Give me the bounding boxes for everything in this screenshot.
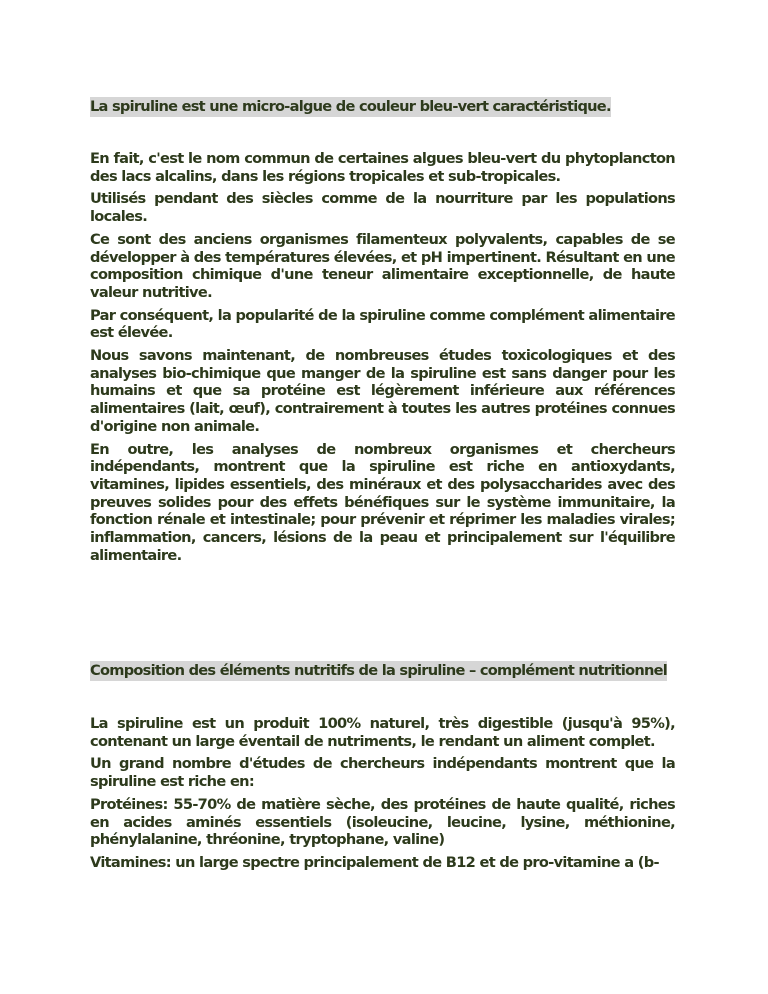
paragraph-truncated: Vitamines: un large spectre principalement de B12 et de pro-vitamine a (b-: [90, 853, 659, 871]
paragraph: Par conséquent, la popularité de la spiruline comme complément alimentaire est élevée.: [90, 306, 675, 342]
section-body-intro: [90, 150, 675, 569]
section-body-composition: [90, 715, 675, 877]
paragraph: Protéines: 55-70% de matière sèche, des protéines de haute qualité, riches en acides aminés essentiels (isoleucine, leucine, lysine, méthionine, phénylalanine, thréonine, tryptophane, valine): [90, 795, 675, 849]
paragraph: En fait, c'est le nom commun de certaines algues bleu-vert du phytoplancton des lacs alcalins, dans les régions tropicales et sub-tropicales.: [90, 150, 675, 185]
paragraph: Ce sont des anciens organismes filamenteux polyvalents, capables de se développer à des températures élevées, et pH impertinent. Résultant en une composition chimique d'une teneur alimentaire exceptionnelle, de haute valeur nutritive.: [90, 230, 675, 301]
section-heading-wrapper: [90, 96, 710, 116]
paragraph: La spiruline est un produit 100% naturel, très digestible (jusqu'à 95%), contenant un large éventail de nutriments, le rendant un aliment complet.: [90, 715, 675, 750]
paragraph: Utilisés pendant des siècles comme de la nourriture par les populations locales.: [90, 190, 675, 226]
paragraph: En outre, les analyses de nombreux organismes et chercheurs indépendants, montrent que la spiruline est riche en antioxydants, vitamines, lipides essentiels, des minéraux et des polysaccharides avec des preuves solides pour des effets bénéfiques sur le système immunitaire, la fonction rénale et intestinale; pour prévenir et réprimer les maladies virales; inflammation, cancers, lésions de la peau et principalement sur l'équilibre alimentaire.: [90, 440, 675, 564]
paragraph: Un grand nombre d'études de chercheurs indépendants montrent que la spiruline est riche en:: [90, 755, 675, 791]
section-heading-spirulina-intro: La spiruline est une micro-algue de couleur bleu-vert caractéristique.: [90, 98, 611, 115]
section-heading-wrapper: [90, 660, 710, 680]
section-heading-nutrient-composition: Composition des éléments nutritifs de la spiruline – complément nutritionnel: [90, 662, 668, 679]
paragraph: Nous savons maintenant, de nombreuses études toxicologiques et des analyses bio-chimique que manger de la spiruline est sans danger pour les humains et que sa protéine est légèrement inférieure aux références alimentaires (lait, œuf), contrairement à toutes les autres protéines connues d'origine non animale.: [90, 347, 675, 435]
